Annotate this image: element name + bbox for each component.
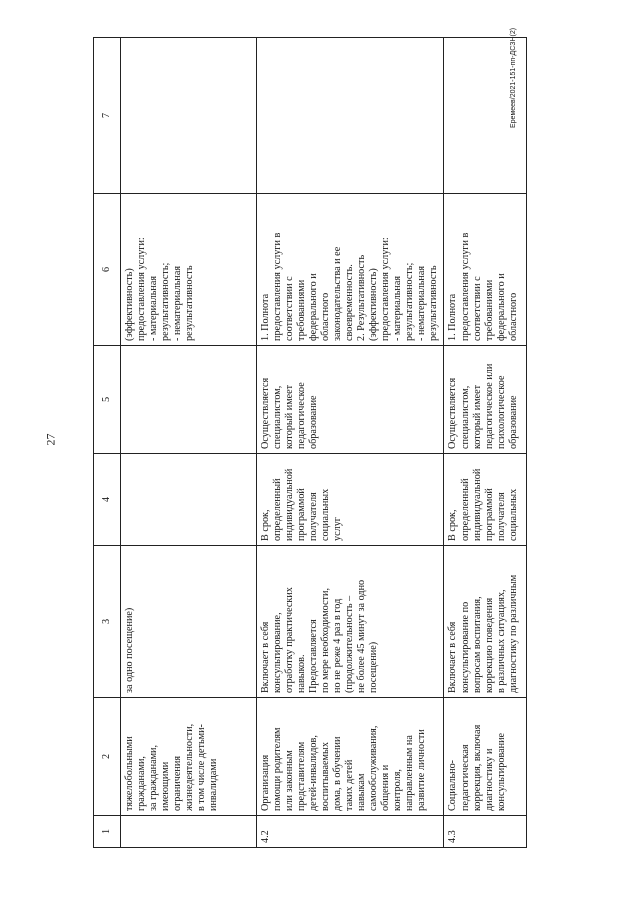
conditions-cell: Осуществляется специалистом, который имеет педагогическое или психологическое образование xyxy=(444,346,527,454)
term-cell: В срок, определенный индивидуальной программой получателя социальных услуг xyxy=(257,454,444,546)
notes-cell xyxy=(121,38,257,194)
notes-cell xyxy=(257,38,444,194)
document-code: Еремеев/2021-151-пп-ДСЗН(2) xyxy=(510,27,517,128)
term-cell xyxy=(121,454,257,546)
header-cell: 1 xyxy=(94,816,121,848)
conditions-cell xyxy=(121,346,257,454)
header-cell: 4 xyxy=(94,454,121,546)
service-description-cell: за одно посещение) xyxy=(121,546,257,698)
notes-cell xyxy=(444,38,527,194)
header-cell: 3 xyxy=(94,546,121,698)
header-cell: 2 xyxy=(94,698,121,816)
conditions-cell: Осуществляется специалистом, который имеет педагогическое образование xyxy=(257,346,444,454)
rotated-table-container xyxy=(93,38,527,848)
services-table xyxy=(93,37,527,848)
header-cell: 7 xyxy=(94,38,121,194)
header-cell: 6 xyxy=(94,194,121,346)
service-description-cell: Включает в себя консультирование по вопросам воспитания, коррекцию поведения в различных ситуациях, диагностику по различным xyxy=(444,546,527,698)
table-row xyxy=(257,38,444,848)
quality-indicators-cell: 1. Полнота предоставления услуги в соответствии с требованиями федерального и областного xyxy=(444,194,527,346)
term-cell: В срок, определенный индивидуальной программой получателя социальных xyxy=(444,454,527,546)
quality-indicators-cell: (эффективность) предоставления услуги: - материальная результативность; - нематериальная результативность xyxy=(121,194,257,346)
header-row xyxy=(94,38,121,848)
quality-indicators-cell: 1. Полнота предоставления услуги в соответствии с требованиями федерального и областного законодательства и ее своевременность. 2. Результативность (эффективность) предоставления услуги: - материальная результативность; - нематериальная результативность xyxy=(257,194,444,346)
table-row xyxy=(444,38,527,848)
service-name-cell: тяжелобольными гражданами, за гражданами, имеющими ограничения жизнедеятельности, в том числе детьми- инвалидами xyxy=(121,698,257,816)
table-row xyxy=(121,38,257,848)
service-name-cell: Организация помощи родителям или законным представителям детей-инвалидов, воспитываемых дома, в обучении таких детей навыкам самообслуживания, общения и контроля, направленным на развитие личности xyxy=(257,698,444,816)
row-number-cell: 4.2 xyxy=(257,816,444,848)
service-name-cell: Социально- педагогическая коррекция, включая диагностику и консультирование xyxy=(444,698,527,816)
service-description-cell: Включает в себя консультирование, отработку практических навыков. Предоставляется по мере необходимости, но не реже 4 раз в год (продолжительность – не более 45 минут за одно посещение) xyxy=(257,546,444,698)
row-number-cell xyxy=(121,816,257,848)
header-cell: 5 xyxy=(94,346,121,454)
row-number-cell: 4.3 xyxy=(444,816,527,848)
page-number: 27 xyxy=(43,433,58,446)
